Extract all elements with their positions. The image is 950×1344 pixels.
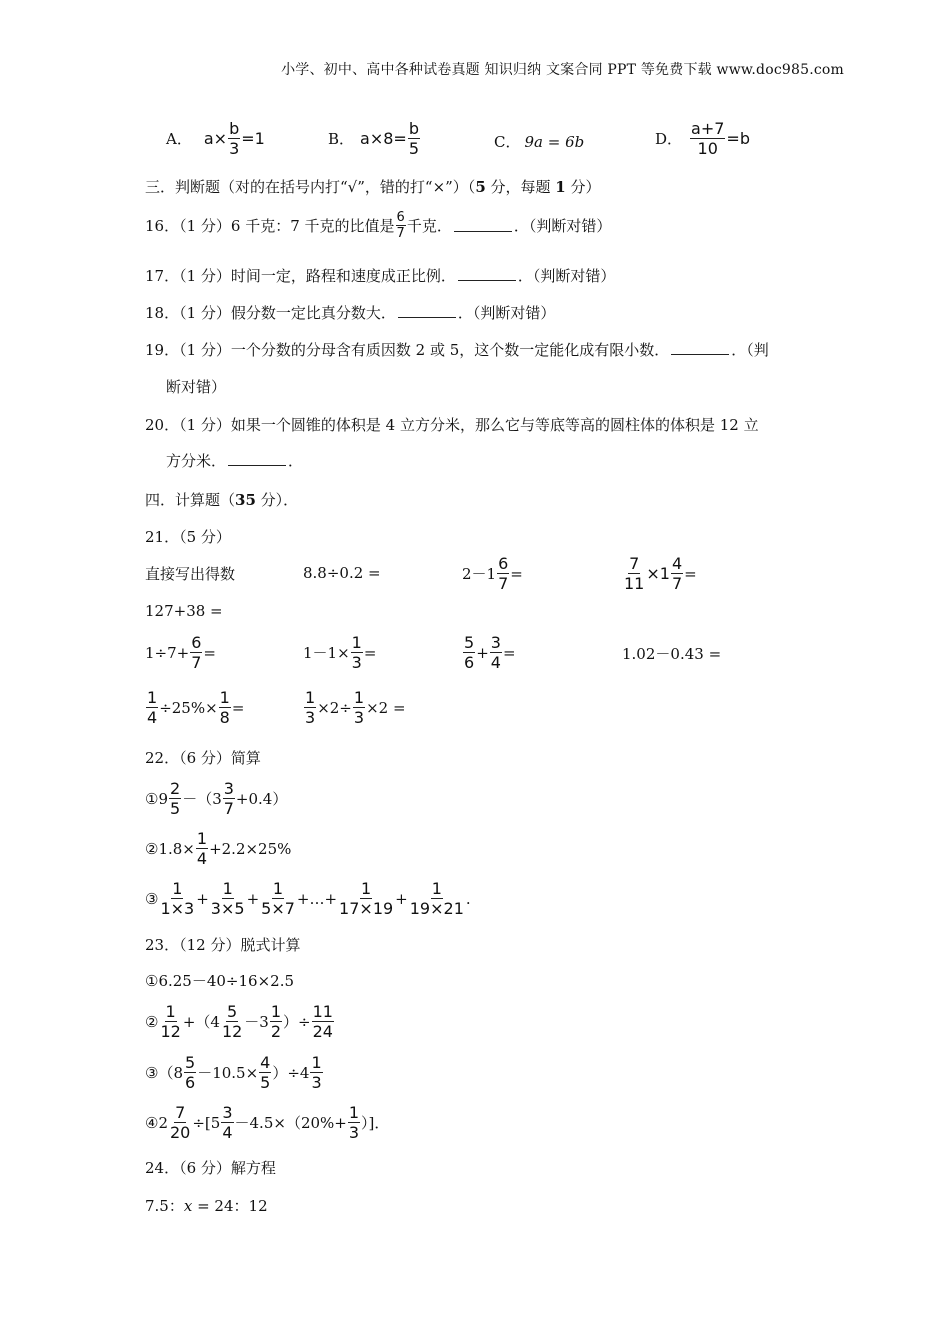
question-24-head: 24．（6 分）解方程 [145,1159,276,1177]
q21-intro: 直接写出得数 [145,565,236,583]
option-a: A． a × $\frac{b}{3}$ =1 [166,119,265,158]
question-19-cont: 断对错） [166,378,227,396]
answer-blank[interactable] [398,305,456,318]
fraction: $\frac{2}{5}$ [170,779,181,818]
q22-part-1: ①9 $\frac{2}{5}$ －（3 $\frac{3}{7}$ +0.4） [145,779,288,818]
answer-blank[interactable] [228,453,286,466]
section-4-title: 四．计算题（35 分）． [145,491,299,509]
q22-part-2: ②1.8× $\frac{1}{4}$ +2.2×25% [145,829,292,868]
fraction: $\frac{11}{24}$ [312,1002,333,1041]
q21-expr-9: $\frac{1}{4}$ ÷25%× $\frac{1}{8}$ = [147,688,245,727]
option-c: C． 9a = 6b [494,132,585,151]
fraction: $\frac{4}{5}$ [260,1053,271,1092]
fraction: $\frac{4}{7}$ [671,554,683,593]
question-23-head: 23．（12 分）脱式计算 [145,936,301,954]
fraction: $\frac{3}{4}$ [222,1103,233,1142]
fraction: $\frac{7}{11}$ [624,554,645,593]
question-22-head: 22．（6 分）简算 [145,749,261,767]
question-20: 20．（1 分）如果一个圆锥的体积是 4 立方分米，那么它与等底等高的圆柱体的体积是 12 立 [145,416,759,434]
q21-expr-7: $\frac{5}{6}$ + $\frac{3}{4}$ = [464,633,516,672]
q21-expr-10: $\frac{1}{3}$ ×2÷ $\frac{1}{3}$ ×2 = [305,688,406,727]
fraction: $\frac{1}{3}$ [305,688,316,727]
fraction: $\frac{1}{3\times 5}$ [210,879,245,918]
question-17: 17．（1 分）时间一定，路程和速度成正比例． ．（判断对错） [145,267,616,285]
question-18: 18．（1 分）假分数一定比真分数大． ．（判断对错） [145,304,556,322]
fraction: $\frac{1}{17\times 19}$ [339,879,394,918]
fraction: $\frac{5}{6}$ [464,633,475,672]
q22-part-3: ③ $\frac{1}{1\times 3}$ + $\frac{1}{3\times 5}$ + $\frac{1}{5\times 7}$ +…+ $\frac{1}{17\times 19}$ + $\frac{1}{19\times 21}$ . [145,879,471,918]
fraction: $\frac{7}{20}$ [170,1103,191,1142]
answer-blank[interactable] [454,219,512,232]
question-19: 19．（1 分）一个分数的分母含有质因数 2 或 5，这个数一定能化成有限小数． ．（判 [145,341,769,359]
fraction: $\frac{1}{3}$ [311,1053,322,1092]
fraction: $\frac{b}{3}$ [229,119,240,158]
fraction: $\frac{1}{3}$ [353,688,365,727]
q21-expr-5: 1÷7+ $\frac{6}{7}$ = [145,633,216,672]
fraction: $\frac{3}{7}$ [223,779,234,818]
fraction: $\frac{1}{5\times 7}$ [261,879,295,918]
question-20-cont: 方分米． ． [166,452,304,470]
fraction: $\frac{1}{2}$ [270,1002,282,1041]
q23-part-3: ③（8 $\frac{5}{6}$ －10.5× $\frac{4}{5}$ ）÷4 $\frac{1}{3}$ [145,1053,322,1092]
fraction: $\frac{1}{8}$ [219,688,230,727]
q23-part-4: ④2 $\frac{7}{20}$ ÷[5 $\frac{3}{4}$ －4.5×（20%+ $\frac{1}{3}$ ）]． [145,1103,390,1142]
fraction: $\frac{1}{1\times 3}$ [160,879,195,918]
section-3-title: 三．判断题（对的在括号内打“√”，错的打“×”）（5 分，每题 1 分） [145,178,601,196]
fraction: $\frac{1}{3}$ [348,1103,360,1142]
answer-blank[interactable] [458,268,516,281]
fraction: $\frac{1}{4}$ [147,688,158,727]
q23-part-1: ①6.25－40÷16×2.5 [145,972,295,990]
q21-expr-4: 127+38 = [145,602,223,620]
option-d: D． $\frac{a+7}{10}$ =b [655,119,750,158]
q23-part-2: ② $\frac{1}{12}$ +（4 $\frac{5}{12}$ －3 $\frac{1}{2}$ ）÷ $\frac{11}{24}$ [145,1002,333,1041]
fraction: $\frac{b}{5}$ [408,119,420,158]
fraction: $\frac{1}{3}$ [351,633,362,672]
q24-equation: 7.5：x = 24：12 [145,1197,268,1215]
fraction: $\frac{6}{7}$ [498,554,509,593]
q21-expr-8: 1.02－0.43 = [622,645,722,663]
fraction: $\frac{3}{4}$ [490,633,501,672]
question-21-head: 21．（5 分） [145,528,231,546]
fraction: $\frac{1}{12}$ [160,1002,181,1041]
fraction: $\frac{a+7}{10}$ [691,119,725,158]
fraction: $\frac{5}{6}$ [185,1053,196,1092]
q21-expr-6: 1－1× $\frac{1}{3}$ = [303,633,377,672]
question-16: 16．（1 分）6 千克：7 千克的比值是 $\frac{6}{7}$ 千克． ．（判断对错） [145,210,612,241]
q21-expr-1: 8.8÷0.2 = [303,564,381,582]
q21-expr-3: $\frac{7}{11}$ ×1 $\frac{4}{7}$ = [624,554,697,593]
page-header: 小学、初中、高中各种试卷真题 知识归纳 文案合同 PPT 等免费下载 www.doc985.com [281,62,844,78]
fraction: $\frac{6}{7}$ [191,633,202,672]
fraction: $\frac{5}{12}$ [221,1002,243,1041]
answer-blank[interactable] [671,342,729,355]
q21-expr-2: 2－1 $\frac{6}{7}$ = [462,554,523,593]
option-b: B． a×8= $\frac{b}{5}$ [328,119,420,158]
fraction: $\frac{6}{7}$ [396,210,405,241]
fraction: $\frac{1}{19\times 21}$ [409,879,464,918]
fraction: $\frac{1}{4}$ [196,829,208,868]
